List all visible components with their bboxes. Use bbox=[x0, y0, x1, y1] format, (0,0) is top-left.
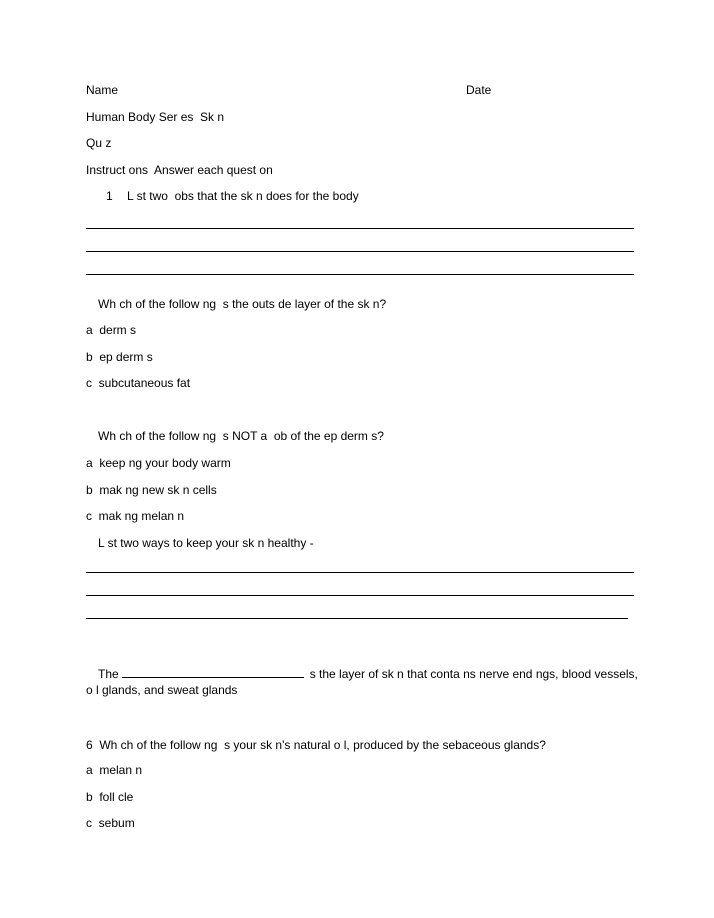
q4-answer-line-3[interactable] bbox=[86, 618, 628, 619]
q1-number: 1 bbox=[106, 189, 113, 203]
q5-suffix: s the layer of sk n that conta ns nerve end ngs, blood vessels, bbox=[309, 667, 638, 681]
q6-text: 6 Wh ch of the follow ng s your sk n's natural o l, produced by the sebaceous glands? bbox=[86, 738, 546, 752]
q4-answer-line-2[interactable] bbox=[86, 595, 634, 596]
q1-answer-line-2[interactable] bbox=[86, 251, 634, 252]
q6-option-a[interactable]: a melan n bbox=[86, 763, 143, 777]
q2-option-c[interactable]: c subcutaneous fat bbox=[86, 376, 191, 390]
q5-line-1 bbox=[98, 666, 638, 681]
worksheet-subtitle: Qu z bbox=[86, 136, 112, 150]
q3-option-c[interactable]: c mak ng melan n bbox=[86, 509, 185, 523]
q2-option-b[interactable]: b ep derm s bbox=[86, 350, 153, 364]
q1-answer-line-3[interactable] bbox=[86, 274, 634, 275]
q4-text: L st two ways to keep your sk n healthy - bbox=[98, 536, 314, 550]
q3-option-a[interactable]: a keep ng your body warm bbox=[86, 456, 231, 470]
worksheet-title: Human Body Ser es Sk n bbox=[86, 110, 225, 124]
q3-text: Wh ch of the follow ng s NOT a ob of the ep derm s? bbox=[98, 429, 384, 443]
q2-text: Wh ch of the follow ng s the outs de layer of the sk n? bbox=[98, 297, 387, 311]
q4-answer-line-1[interactable] bbox=[86, 572, 634, 573]
q1-text: L st two obs that the sk n does for the body bbox=[127, 189, 359, 203]
q5-prefix: The bbox=[98, 667, 119, 681]
q5-line-2: o l glands, and sweat glands bbox=[86, 683, 238, 697]
q6-option-b[interactable]: b foll cle bbox=[86, 790, 134, 804]
q2-option-a[interactable]: a derm s bbox=[86, 323, 137, 337]
q5-fill-in-blank[interactable] bbox=[122, 666, 304, 678]
q6-option-c[interactable]: c sebum bbox=[86, 816, 135, 830]
instructions: Instruct ons Answer each quest on bbox=[86, 163, 273, 177]
q1-answer-line-1[interactable] bbox=[86, 228, 634, 229]
date-label: Date bbox=[466, 83, 492, 97]
q3-option-b[interactable]: b mak ng new sk n cells bbox=[86, 483, 217, 497]
name-label: Name bbox=[86, 83, 119, 97]
